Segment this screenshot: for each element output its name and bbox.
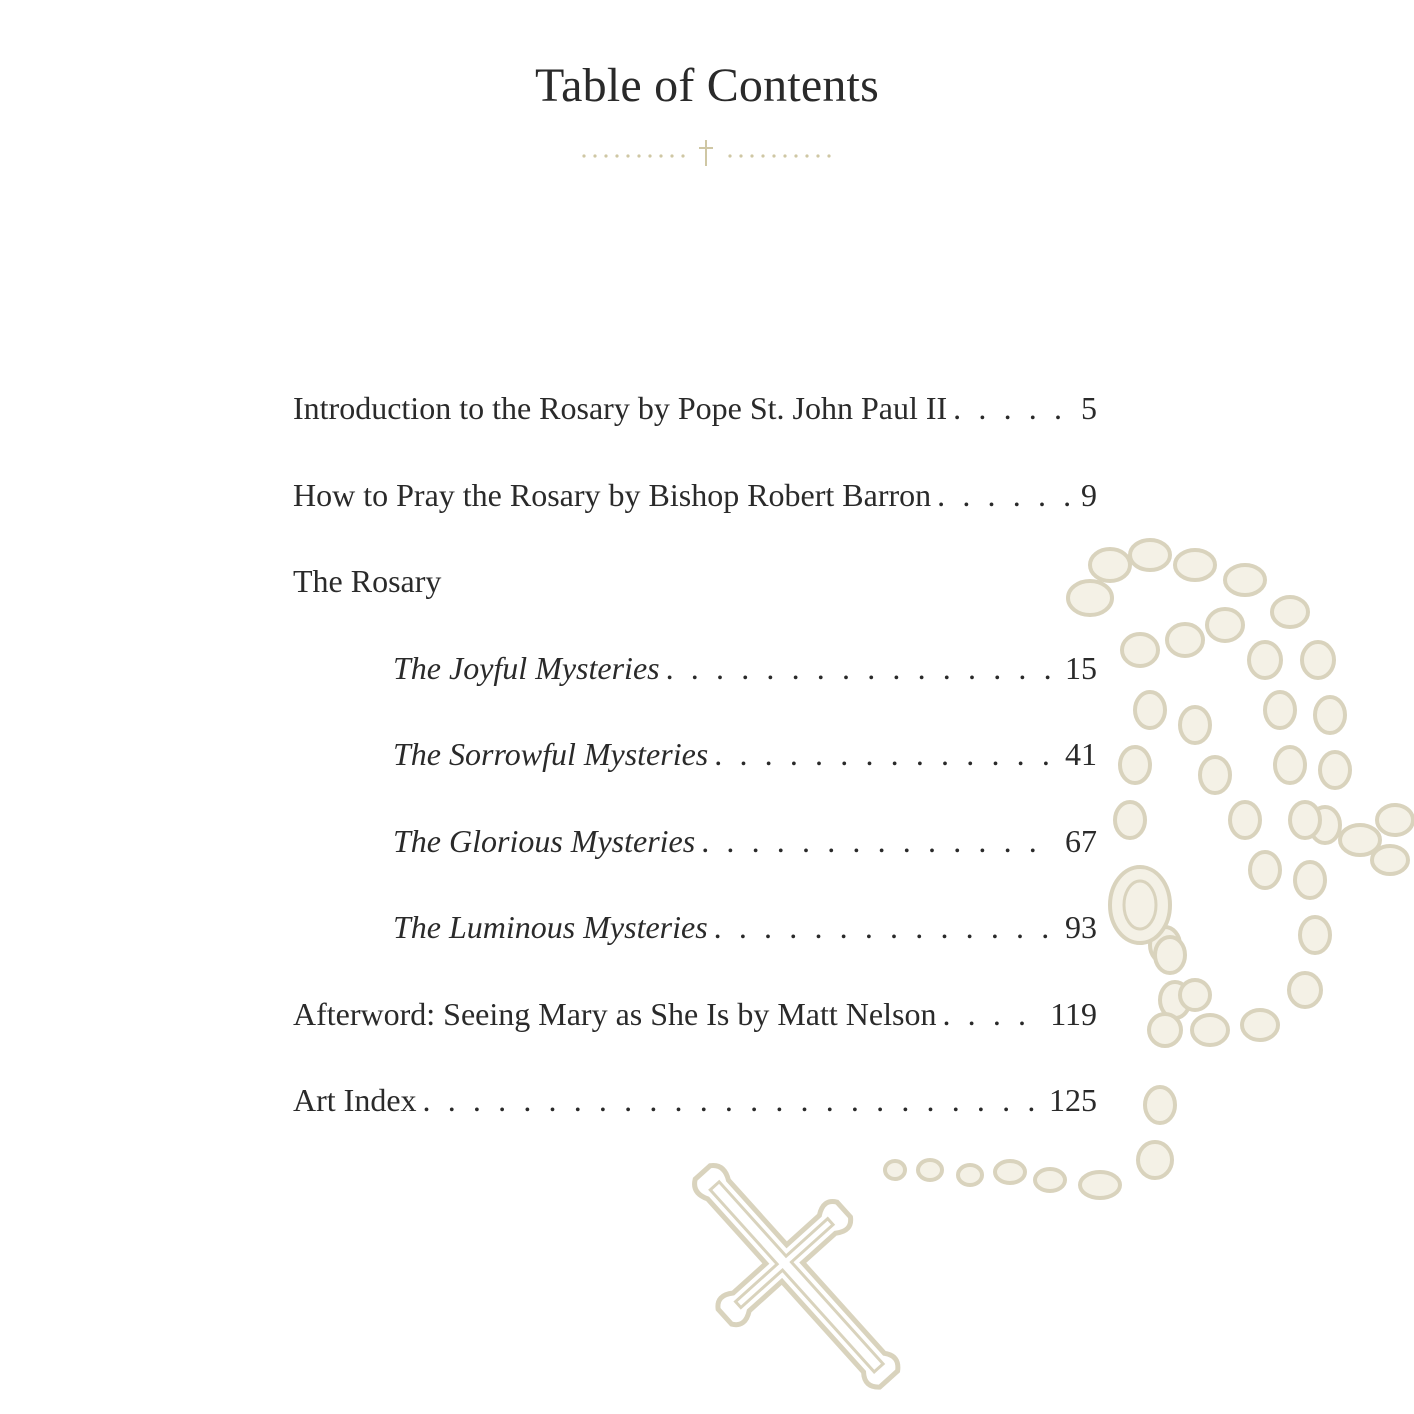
toc-entry-sorrowful-mysteries[interactable]: [293, 736, 1097, 823]
dot-leader: [423, 1082, 1039, 1119]
toc-entry-joyful-mysteries[interactable]: [293, 650, 1097, 737]
toc-entry-label: The Joyful Mysteries: [393, 650, 666, 687]
dot-leader: [701, 823, 1055, 860]
toc-entry-label: Art Index: [293, 1082, 423, 1119]
toc-entry-glorious-mysteries[interactable]: [293, 823, 1097, 910]
toc-entry-page: 5: [1071, 390, 1097, 427]
dot-leader: [714, 909, 1055, 946]
page-title: Table of Contents: [535, 59, 879, 112]
toc-entry-afterword[interactable]: [293, 996, 1097, 1083]
rosary-medal: [1110, 867, 1170, 943]
toc-entry-how-to-pray[interactable]: [293, 477, 1097, 564]
cross-icon: [699, 140, 713, 166]
toc-entry-art-index[interactable]: [293, 1082, 1097, 1169]
toc-entry-luminous-mysteries[interactable]: [293, 909, 1097, 996]
toc-entry-page: 125: [1039, 1082, 1097, 1119]
toc-entry-label: The Rosary: [293, 563, 447, 600]
toc-entry-label: The Luminous Mysteries: [393, 909, 714, 946]
dotted-rule-right: [728, 154, 830, 157]
toc-entry-label: The Glorious Mysteries: [393, 823, 701, 860]
dot-leader: [953, 390, 1071, 427]
toc-entry-label: Introduction to the Rosary by Pope St. John Paul II: [293, 390, 953, 427]
toc-entry-label: The Sorrowful Mysteries: [393, 736, 714, 773]
toc-entry-introduction[interactable]: [293, 390, 1097, 477]
toc-entry-page: 93: [1055, 909, 1097, 946]
toc-entry-page: 119: [1040, 996, 1097, 1033]
toc-entry-page: 9: [1071, 477, 1097, 514]
toc-entry-label: Afterword: Seeing Mary as She Is by Matt Nelson: [293, 996, 942, 1033]
dot-leader: [942, 996, 1040, 1033]
dot-leader: [666, 650, 1055, 687]
toc-entry-page: 15: [1055, 650, 1097, 687]
dotted-rule-left: [582, 154, 684, 157]
toc-entry-label: How to Pray the Rosary by Bishop Robert Barron: [293, 477, 937, 514]
dot-leader: [714, 736, 1055, 773]
title-ornament: [580, 134, 834, 174]
toc-entry-page: 67: [1055, 823, 1097, 860]
toc-section-the-rosary: [293, 563, 1097, 650]
dot-leader: [937, 477, 1071, 514]
toc-list: [293, 390, 1097, 1169]
toc-entry-page: 41: [1055, 736, 1097, 773]
